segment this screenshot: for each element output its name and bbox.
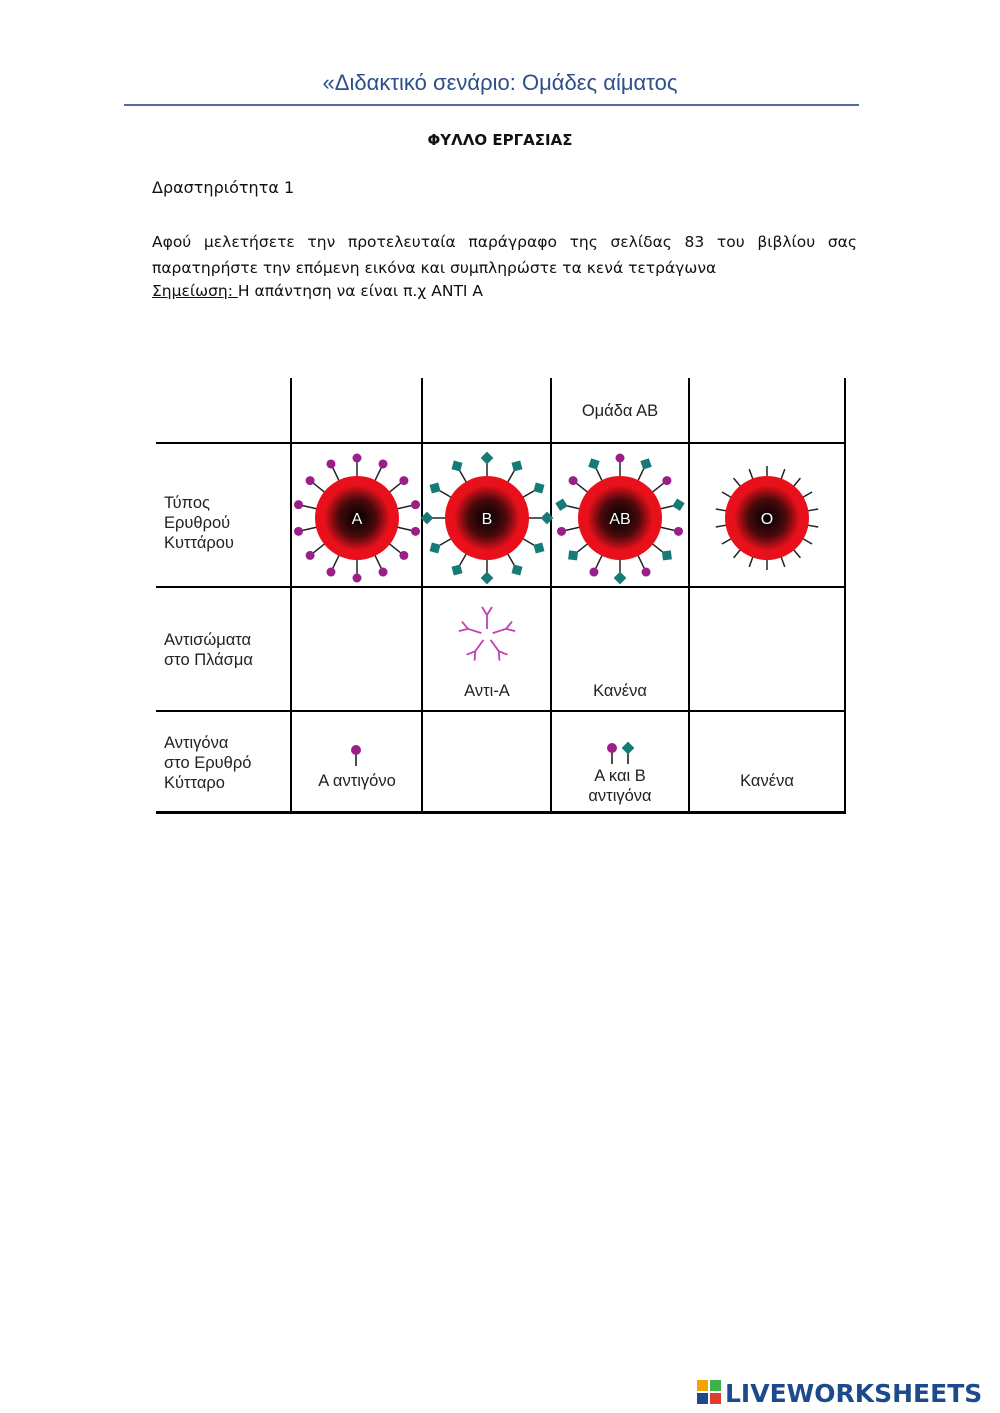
header-title: «Διδακτικό σενάριο: Ομάδες αίματος	[322, 70, 678, 95]
blood-group-table	[156, 378, 846, 814]
antigen-b-marker	[451, 553, 467, 576]
header-cell-ab: Ομάδα ΑΒ	[581, 402, 659, 420]
antigen-b-marker	[507, 553, 523, 576]
antigen-b-marker	[651, 543, 672, 560]
antigen-a-marker	[569, 476, 589, 493]
antigens-o: Κανένα	[740, 772, 794, 790]
antigen-b-marker	[588, 458, 602, 482]
antigen-b-marker	[659, 498, 685, 510]
antigen-b-marker	[451, 461, 467, 484]
red-cell-ab	[552, 444, 688, 588]
antigen-a-icon	[346, 744, 366, 768]
antigen-b-marker	[430, 482, 453, 498]
row-label-antigens: Αντιγόνα στο Ερυθρό Κύτταρο	[164, 734, 252, 792]
red-cell-a	[292, 444, 422, 588]
antigen-b-marker	[555, 498, 581, 510]
activity-label: Δραστηριότητα 1	[152, 178, 295, 197]
antigen-b-marker	[522, 482, 545, 498]
antigen-b-marker	[568, 543, 589, 560]
antigen-a-marker	[306, 476, 326, 493]
cell-label: A	[351, 511, 363, 528]
antigen-a-marker	[374, 554, 387, 577]
row-label-antibodies: Αντισώματα στο Πλάσμα	[164, 631, 253, 669]
antigen-a-marker	[651, 476, 671, 493]
antigen-b-marker	[637, 458, 651, 482]
antigen-a-marker	[388, 543, 408, 560]
grid-line	[156, 710, 846, 712]
row-label-cell-type: Τύπος Ερυθρού Κυττάρου	[164, 494, 234, 552]
antigen-a-marker	[589, 554, 602, 577]
antigen-a-marker	[353, 454, 362, 479]
antigen-b-marker	[430, 538, 453, 554]
antigen-a-marker	[294, 500, 318, 509]
antigen-b-marker	[527, 512, 553, 525]
antigen-b-icon	[618, 742, 638, 766]
note-label: Σημείωση:	[152, 282, 238, 300]
note-text: Η απάντηση να είναι π.χ ΑΝΤΙ Α	[237, 282, 484, 300]
sheet-title: ΦΥΛΛΟ ΕΡΓΑΣΙΑΣ	[427, 131, 573, 149]
red-cell-o	[690, 444, 844, 588]
antigen-a-marker	[294, 527, 318, 536]
antigen-b-marker	[481, 558, 494, 584]
antigen-b-marker	[614, 558, 627, 584]
brand-logo[interactable]	[697, 1376, 982, 1410]
antigen-b-marker	[481, 452, 494, 478]
antibody-icon	[422, 590, 552, 670]
antigen-a-marker	[396, 527, 420, 536]
antigen-a-marker	[326, 554, 339, 577]
cell-label: O	[760, 511, 774, 528]
cell-label: B	[481, 511, 493, 528]
antigen-a-marker	[616, 454, 625, 479]
antigen-a-marker	[557, 527, 581, 536]
antigen-a-marker	[388, 476, 408, 493]
antigen-a-marker	[353, 558, 362, 583]
instructions: Αφού μελετήσετε την προτελευταία παράγραφο της σελίδας 83 του βιβλίου σας παρατηρήστε την επόμενη εικόνα και συμπληρώστε τα κενά τετράγωνα	[152, 233, 857, 277]
brand-mark-icon	[697, 1378, 723, 1408]
grid-line	[844, 378, 846, 814]
antibodies-b: Αντι-Α	[464, 682, 510, 700]
antigen-a-marker	[326, 459, 339, 482]
brand-name: LIVEWORKSHEETS	[725, 1378, 983, 1408]
antigens-ab: Α και Β αντιγόνα	[588, 767, 652, 805]
antigen-b-marker	[507, 461, 523, 484]
header-divider	[124, 104, 859, 106]
antigen-b-marker	[421, 512, 447, 525]
cell-label: AB	[609, 511, 631, 528]
antigen-b-marker	[522, 538, 545, 554]
antigen-a-marker	[659, 527, 683, 536]
antigen-a-marker	[306, 543, 326, 560]
antigen-a-marker	[374, 459, 387, 482]
antigen-a-marker	[396, 500, 420, 509]
note	[152, 282, 483, 300]
antibodies-ab: Κανένα	[593, 682, 647, 700]
antigens-a: Α αντιγόνο	[318, 772, 396, 790]
grid-line	[156, 811, 846, 814]
antigen-a-marker	[637, 554, 650, 577]
red-cell-b	[422, 444, 552, 588]
